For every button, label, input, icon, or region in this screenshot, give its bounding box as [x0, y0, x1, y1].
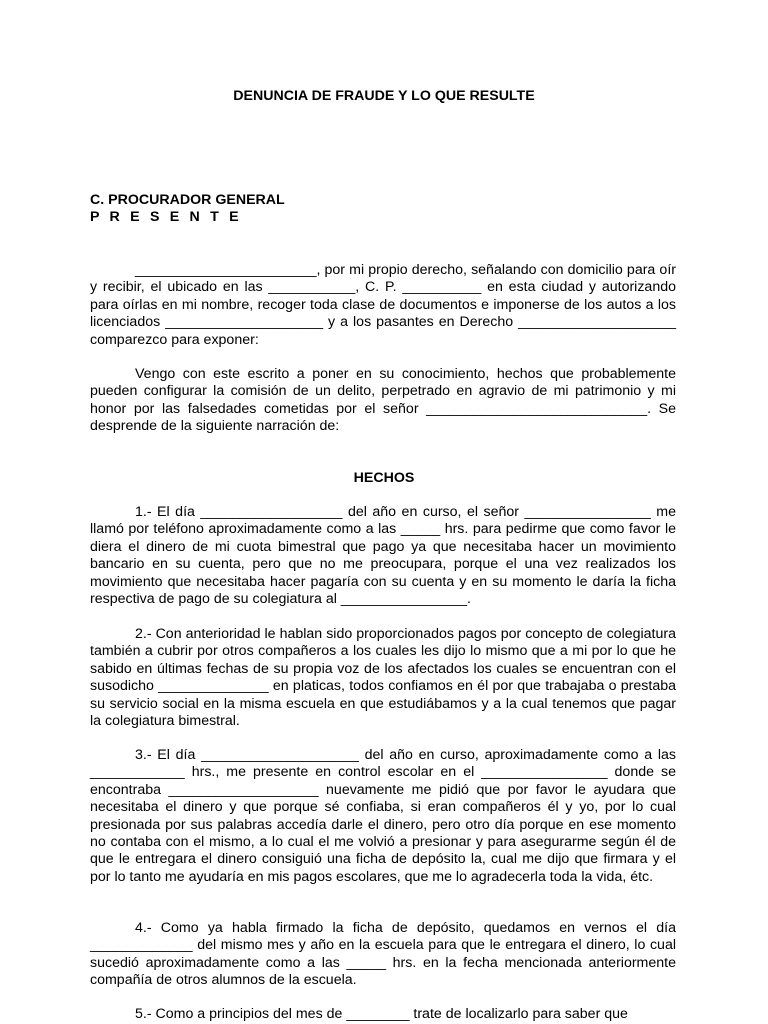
- hecho-1: [90, 504, 676, 608]
- section-heading-hechos: HECHOS: [353, 470, 415, 486]
- paragraph-text: Vengo con este escrito a poner en su conocimiento, hechos que probablemente pueden configurar la comisión de un delito, perpetrado en agravio de mi patrimonio y mi honor por las falsedades cometidas por el señor ____________________________. Se desprende de la siguiente narración de:: [90, 366, 676, 435]
- addressee-present: P R E S E N T E: [90, 209, 242, 225]
- paragraph-text: 1.- El día __________________ del año en curso, el señor ________________ me llamó por teléfono aproximadamente como a las _____ hrs. para pedirme que como favor le diera el dinero de mi cuota bimestral que pago ya que necesitaba hacer un movimiento bancario en su cuenta, pero que no me preocupara, porque el una vez realizados los movimiento que necesitaba hacer pagaría con su cuenta y en su momento le daría la ficha respectiva de pago de su colegiatura al ________________.: [90, 504, 676, 608]
- hecho-5: [90, 1006, 676, 1023]
- addressee-block: [90, 192, 285, 226]
- paragraph-text: 3.- El día ____________________ del año en curso, aproximadamente como a las ____________ hrs., me presente en control escolar en el ________________ donde se encontraba ___________________ nuevamente me pidió que por favor le ayudara que necesitaba el dinero y que porque sé confiaba, si eran compañeros él y yo, por lo cual presionada por sus palabras accedía darle el dinero, pero otro día porque en ese momento no contaba con el mismo, a lo cual el me volvió a presionar y para asegurarme según él de que le entregara el dinero consiguió una ficha de depósito la, cual me dijo que firmara y el por lo tanto me ayudaría en mis pagos escolares, que me lo agradecerla toda la vida, étc.: [90, 747, 676, 885]
- intro-paragraph: [90, 262, 676, 349]
- statement-paragraph: [90, 366, 676, 436]
- paragraph-text: 5.- Como a principios del mes de ________ trate de localizarlo para saber que: [135, 1006, 628, 1022]
- paragraph-text: 2.- Con anterioridad le hablan sido proporcionados pagos por concepto de colegiatura también a cubrir por otros compañeros a los cuales les dijo lo mismo que a mi por lo que he sabido en últimas fechas de su propia voz de los afectados los cuales se encuentran con el susodicho ______________ en platicas, todos confiamos en él por que trabajaba o prestaba su servicio social en la misma escuela en que estudiábamos y a la cual tenemos que pagar la colegiatura bimestral.: [90, 626, 676, 730]
- paragraph-text: _______________________, por mi propio derecho, señalando con domicilio para oír y recibir, el ubicado en las ___________, C. P. __________ en esta ciudad y autorizando para oírlas en mi nombre, recoger toda clase de documentos e imponerse de los autos a los licenciados ____________________ y a los pasantes en Derecho ____________________ comparezco para exponer:: [90, 262, 676, 348]
- paragraph-text: 4.- Como ya habla firmado la ficha de depósito, quedamos en vernos el día _____________ del mismo mes y año en la escuela para que le entregara el dinero, lo cual sucedió aproximadamente como a las _____ hrs. en la fecha mencionada anteriormente compañía de otros alumnos de la escuela.: [90, 920, 676, 989]
- hecho-2: [90, 626, 676, 730]
- addressee-line: C. PROCURADOR GENERAL: [90, 192, 285, 208]
- document-title: DENUNCIA DE FRAUDE Y LO QUE RESULTE: [233, 88, 535, 104]
- hecho-3: [90, 747, 676, 886]
- hecho-4: [90, 920, 676, 990]
